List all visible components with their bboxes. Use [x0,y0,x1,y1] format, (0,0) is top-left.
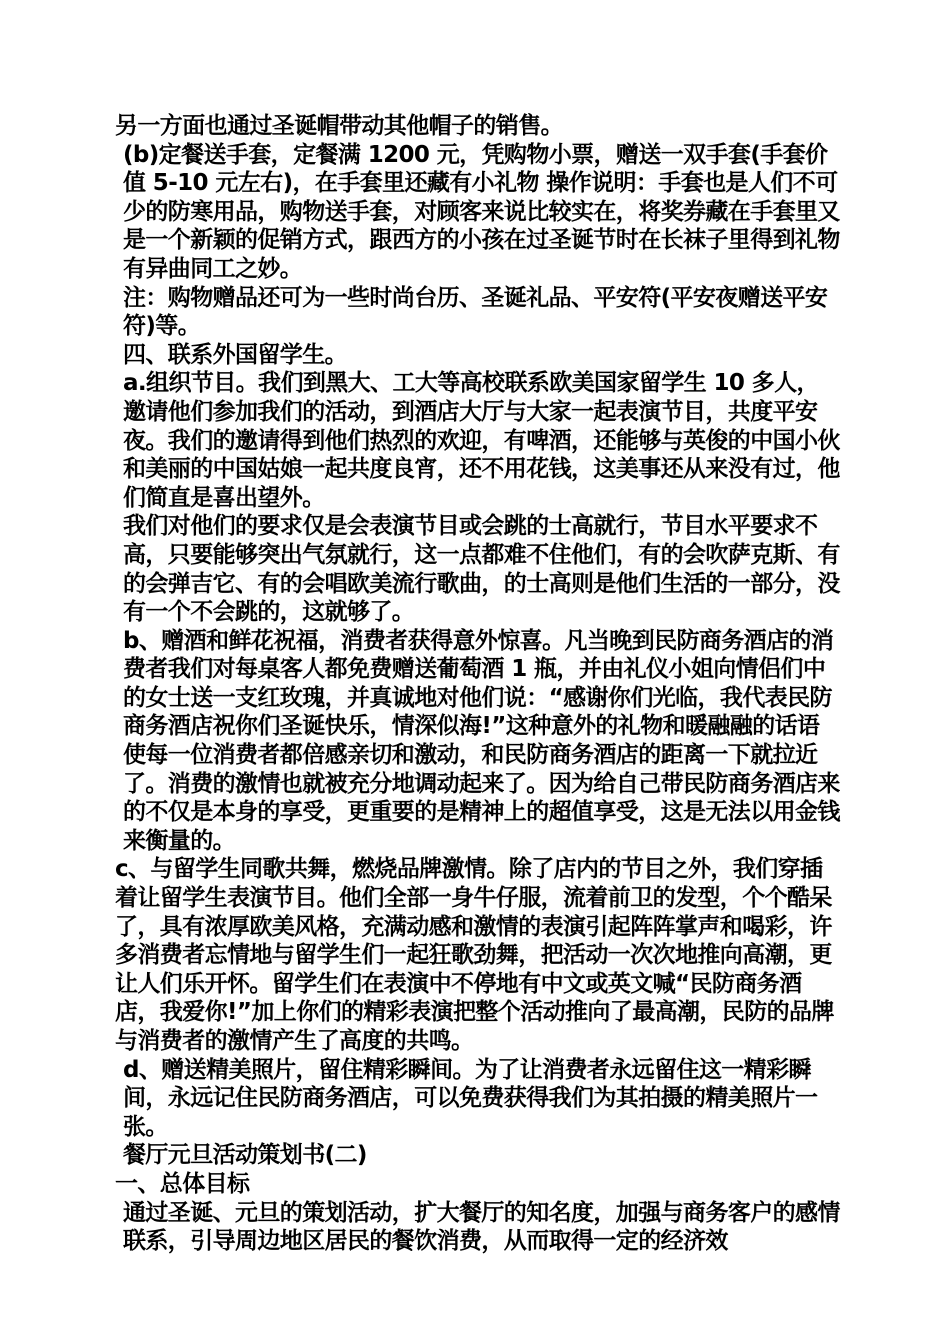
section-heading-foreign-students: 四、联系外国留学生。 [123,341,348,368]
paragraph-sing-and-dance: c、与留学生同歌共舞，燃烧品牌激情。除了店内的节目之外，我们穿插着让留学生表演节目。他们全部一身牛仔服，流着前卫的发型，个个酷呆了，具有浓厚欧美风格，充满动感和激情的表演引起阵阵掌声和喝彩，许多消费者忘情地与留学生们一起狂歌劲舞，把活动一次次地推向高潮，更让人们乐开怀。留学生们在表演中不停地有中文或英文喊“民防商务酒店，我爱你!”加上你们的精彩表演把整个活动推向了最高潮，民防的品牌与消费者的激情产生了高度的共鸣。 [115,856,834,1054]
section-heading-overall-goal: 一、总体目标 [115,1170,250,1197]
paragraph-photo-gift: d、赠送精美照片，留住精彩瞬间。为了让消费者永远留住这一精彩瞬间，永远记住民防商务酒店，可以免费获得我们为其拍摄的精美照片一张。 [123,1056,818,1140]
paragraph-hat-sales: 另一方面也通过圣诞帽带动其他帽子的销售。 [115,113,564,139]
paragraph-requirements: 我们对他们的要求仅是会表演节目或会跳的士高就行，节目水平要求不高，只要能够突出气氛就行，这一点都难不住他们，有的会吹萨克斯、有的会弹吉它、有的会唱欧美流行歌曲，的士高则是他们生活的一部分，没有一个不会跳的，这就够了。 [123,513,840,626]
paragraph-gloves-promotion: (b)定餐送手套，定餐满 1200 元，凭购物小票，赠送一双手套(手套价值 5-10 元左右)，在手套里还藏有小礼物 操作说明：手套也是人们不可少的防寒用品，购物送手套，对顾客来说比较实在，将奖券藏在手套里又是一个新颖的促销方式，跟西方的小孩在过圣诞节时在长袜子里得到礼物有异曲同工之妙。 [123,141,840,282]
paragraph-organize-program: a.组织节目。我们到黑大、工大等高校联系欧美国家留学生 10 多人，邀请他们参加我们的活动，到酒店大厅与大家一起表演节目，共度平安夜。我们的邀请得到他们热烈的欢迎，有啤酒，还能够与英俊的中国小伙和美丽的中国姑娘一起共度良宵，还不用花钱，这美事还从来没有过，他们简直是喜出望外。 [123,370,840,511]
document-subtitle: 餐厅元旦活动策划书(二) [123,1142,367,1169]
document-body [115,112,841,1256]
paragraph-gift-note: 注：购物赠品还可为一些时尚台历、圣诞礼品、平安符(平安夜赠送平安符)等。 [123,284,828,340]
paragraph-wine-and-flowers: b、赠酒和鲜花祝福，消费者获得意外惊喜。凡当晚到民防商务酒店的消费者我们对每桌客人都免费赠送葡萄酒 1 瓶，并由礼仪小姐向情侣们中的女士送一支红玫瑰，并真诚地对他们说：“感谢你们光临，我代表民防商务酒店祝你们圣诞快乐，情深似海!”这种意外的礼物和暖融融的话语使每一位消费者都倍感亲切和激动，和民防商务酒店的距离一下就拉近了。消费的激情也就被充分地调动起来了。因为给自己带民防商务酒店来的不仅是本身的享受，更重要的是精神上的超值享受，这是无法以用金钱来衡量的。 [123,627,840,854]
paragraph-goal-description: 通过圣诞、元旦的策划活动，扩大餐厅的知名度，加强与商务客户的感情联系，引导周边地区居民的餐饮消费，从而取得一定的经济效 [123,1199,840,1255]
